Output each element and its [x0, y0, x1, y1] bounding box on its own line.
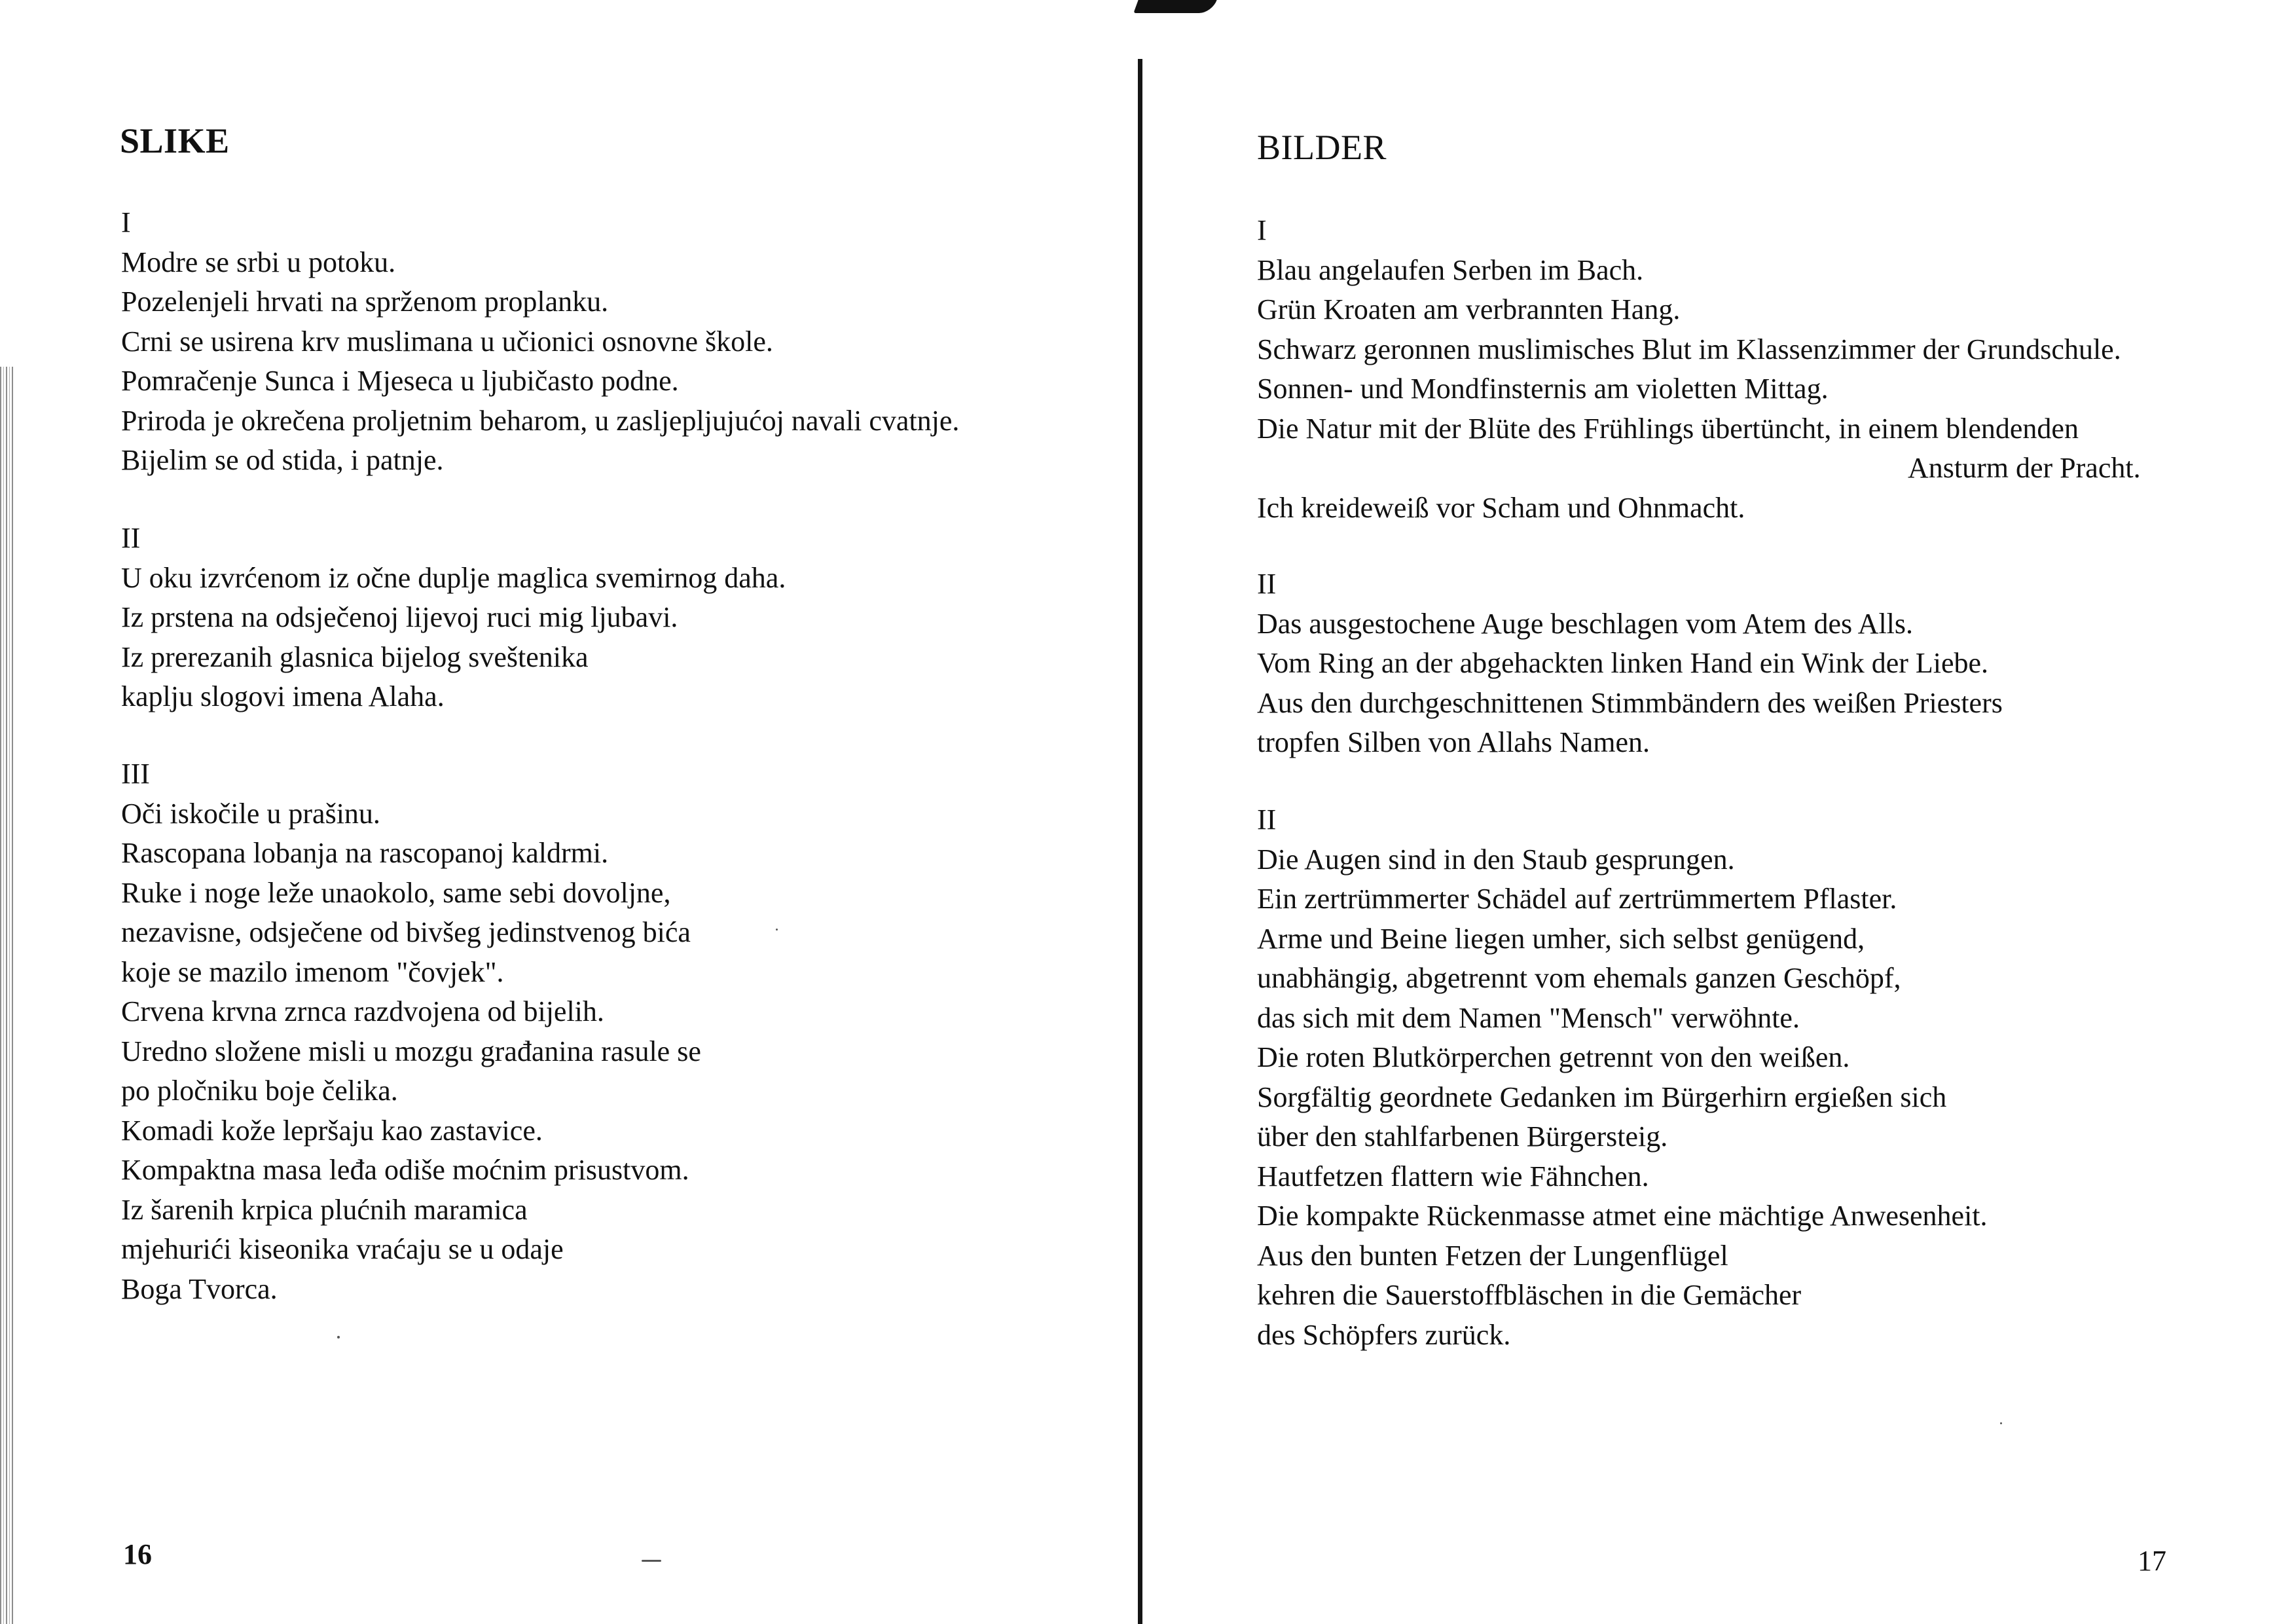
poem-line: kaplju slogovi imena Alaha.: [121, 680, 445, 712]
stanza: [1257, 211, 2141, 528]
stanza-numeral: I: [1257, 214, 1267, 246]
stanza: [121, 519, 786, 717]
left-page: [0, 0, 1142, 1624]
poem-line: Iz šarenih krpica plućnih maramica: [121, 1193, 528, 1226]
poem-line: Komadi kože lepršaju kao zastavice.: [121, 1114, 543, 1147]
poem-line: Das ausgestochene Auge beschlagen vom Atem des Alls.: [1257, 607, 1914, 640]
poem-line: Blau angelaufen Serben im Bach.: [1257, 253, 1644, 286]
poem-line: Ein zertrümmerter Schädel auf zertrümmertem Pflaster.: [1257, 883, 1897, 915]
poem-line: U oku izvrćenom iz očne duplje maglica svemirnog daha.: [121, 561, 786, 594]
poem-line: Kompaktna masa leđa odiše moćnim prisustvom.: [121, 1154, 689, 1186]
stanza: [1257, 564, 2003, 763]
poem-line: po pločniku boje čelika.: [121, 1075, 398, 1107]
poem-line: das sich mit dem Namen "Mensch" verwöhnte.: [1257, 1001, 1800, 1034]
poem-line: Schwarz geronnen muslimisches Blut im Klassenzimmer der Grundschule.: [1257, 333, 2121, 365]
poem-line: Aus den bunten Fetzen der Lungenflügel: [1257, 1239, 1728, 1272]
right-page: [1142, 0, 2296, 1624]
poem-line: Ich kreideweiß vor Scham und Ohnmacht.: [1257, 491, 1745, 524]
stanza: [1257, 800, 1988, 1355]
poem-line: Vom Ring an der abgehackten linken Hand ein Wink der Liebe.: [1257, 647, 1989, 679]
page-number: 16: [123, 1538, 152, 1570]
poem-line: Pomračenje Sunca i Mjeseca u ljubičasto podne.: [121, 365, 679, 397]
poem-line: Die Augen sind in den Staub gesprungen.: [1257, 843, 1735, 876]
poem-line: nezavisne, odsječene od bivšeg jedinstvenog bića: [121, 916, 691, 948]
stanza-numeral: II: [121, 522, 141, 554]
poem-line: Rascopana lobanja na rascopanoj kaldrmi.: [121, 837, 609, 869]
poem-line: mjehurići kiseonika vraćaju se u odaje: [121, 1233, 564, 1265]
poem-line: Sorgfältig geordnete Gedanken im Bürgerhirn ergießen sich: [1257, 1080, 1947, 1113]
stanza: [121, 754, 701, 1309]
stanza-numeral: II: [1257, 803, 1277, 836]
page-number: 17: [2138, 1545, 2166, 1577]
page-title: BILDER: [1257, 128, 1387, 167]
poem-line: Die kompakte Rückenmasse atmet eine mächtige Anwesenheit.: [1257, 1200, 1988, 1232]
poem-line: Grün Kroaten am verbrannten Hang.: [1257, 293, 1681, 325]
poem-line: des Schöpfers zurück.: [1257, 1318, 1511, 1351]
poem-line: Bijelim se od stida, i patnje.: [121, 444, 444, 476]
stanza-numeral: III: [121, 758, 150, 790]
poem-line: Priroda je okrečena proljetnim beharom, u zasljepljujućoj navali cvatnje.: [121, 404, 960, 437]
poem-line: Die roten Blutkörperchen getrennt von den weißen.: [1257, 1041, 1850, 1073]
poem-line: Iz prerezanih glasnica bijelog sveštenika: [121, 640, 589, 673]
poem-line: koje se mazilo imenom "čovjek".: [121, 955, 504, 988]
poem-line: Crni se usirena krv muslimana u učionici osnovne škole.: [121, 325, 773, 358]
poem-line: Arme und Beine liegen umher, sich selbst genügend,: [1257, 922, 1865, 955]
poem-line: Oči iskočile u prašinu.: [121, 797, 380, 830]
poem-line: Die Natur mit der Blüte des Frühlings übertüncht, in einem blendenden: [1257, 412, 2079, 445]
poem-line: über den stahlfarbenen Bürgersteig.: [1257, 1120, 1668, 1153]
poem-line: Hautfetzen flattern wie Fähnchen.: [1257, 1160, 1649, 1192]
poem-line: Sonnen- und Mondfinsternis am violetten Mittag.: [1257, 373, 1829, 405]
poem-line-continuation: Ansturm der Pracht.: [1908, 452, 2141, 484]
stanza-numeral: I: [121, 206, 131, 238]
poem-line: Ruke i noge leže unaokolo, same sebi dovoljne,: [121, 876, 671, 909]
stanza-numeral: II: [1257, 568, 1277, 600]
poem-line: Iz prstena na odsječenoj lijevoj ruci mig ljubavi.: [121, 601, 678, 633]
page-title: SLIKE: [120, 121, 230, 160]
poem-line: unabhängig, abgetrennt vom ehemals ganzen Geschöpf,: [1257, 962, 1901, 994]
poem-line: Pozelenjeli hrvati na spržеnom proplanku.: [121, 286, 609, 318]
poem-line: kehren die Sauerstoffbläschen in die Gemächer: [1257, 1279, 1802, 1311]
stanza: [121, 203, 959, 481]
poem-line: Modre se srbi u potoku.: [121, 246, 396, 278]
poem-line: Aus den durchgeschnittenen Stimmbändern des weißen Priesters: [1257, 686, 2003, 719]
poem-line: Uredno složene misli u mozgu građanina rasule se: [121, 1035, 701, 1067]
poem-line: Boga Tvorca.: [121, 1272, 278, 1305]
poem-line: Crvena krvna zrnca razdvojena od bijelih.: [121, 995, 604, 1027]
poem-line: tropfen Silben von Allahs Namen.: [1257, 726, 1650, 758]
